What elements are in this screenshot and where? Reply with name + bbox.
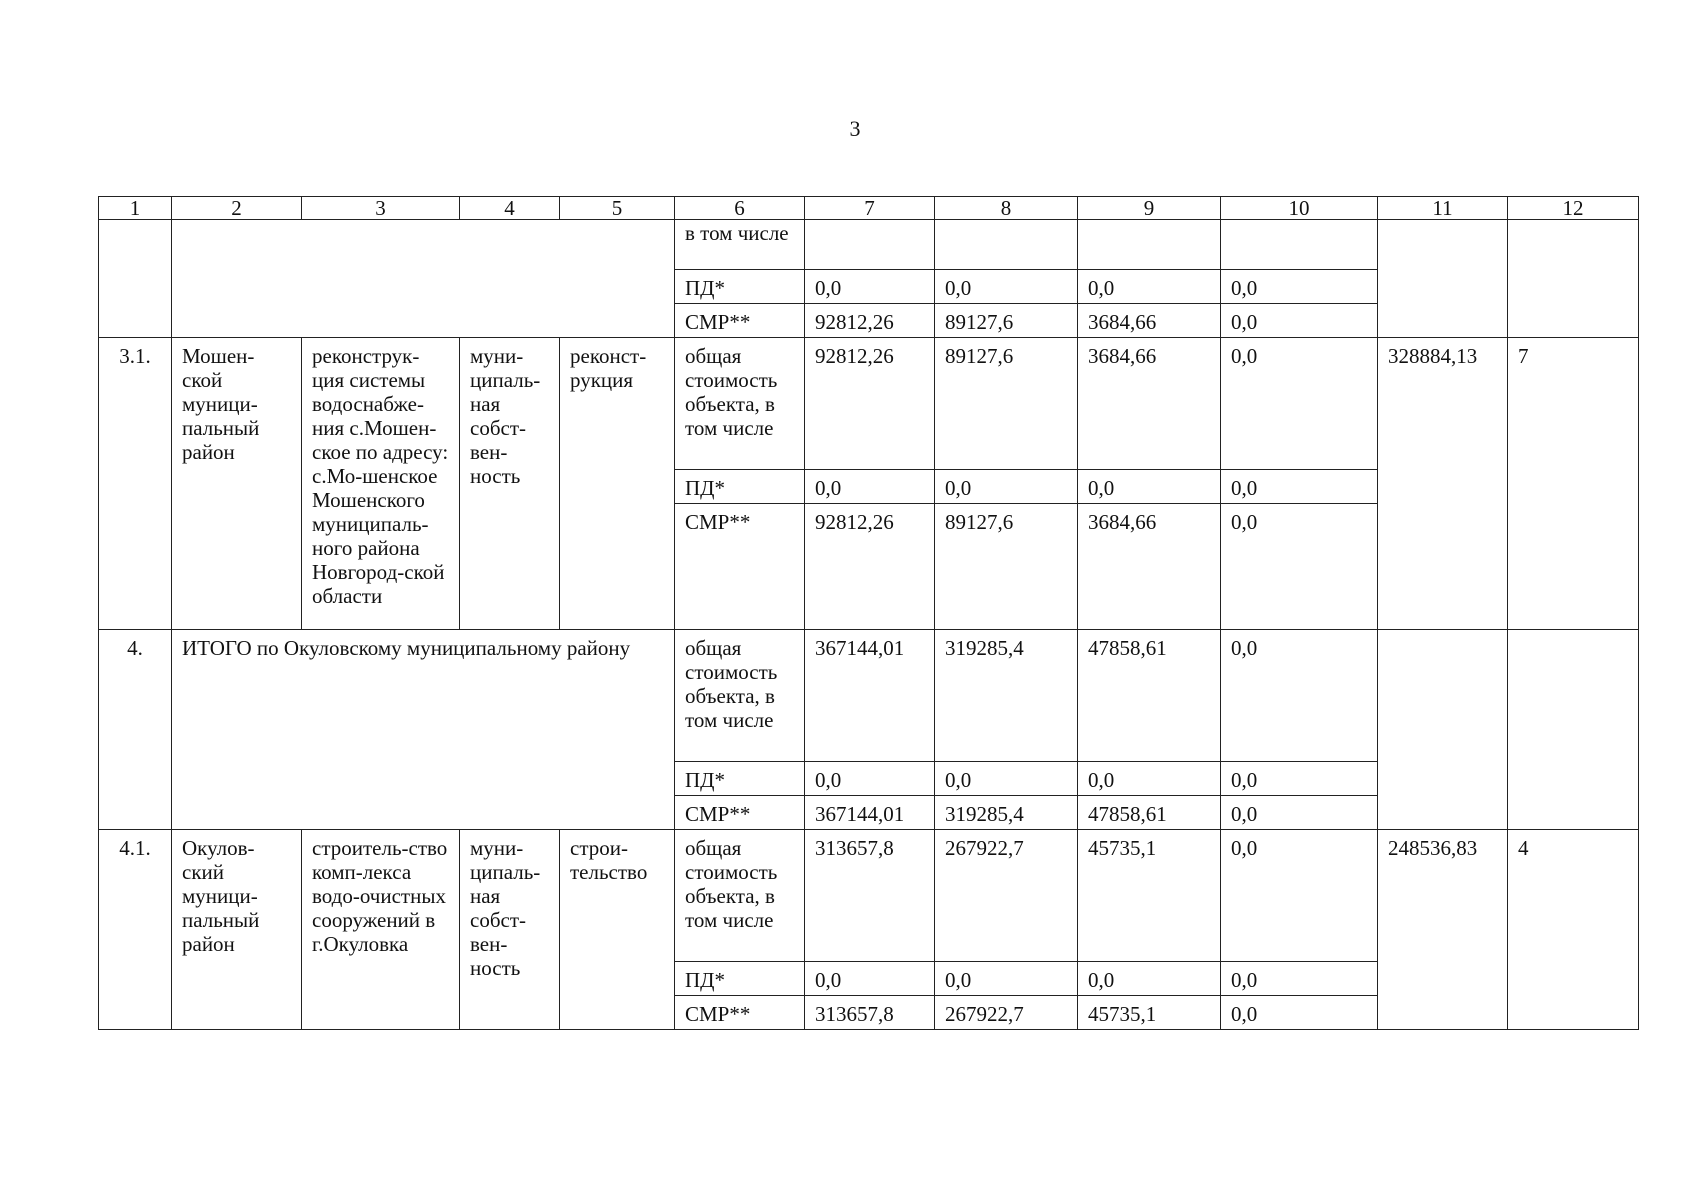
table-row xyxy=(99,630,1639,762)
value-cell: 92812,26 xyxy=(805,338,935,470)
table-row xyxy=(99,220,1639,270)
label-incl: в том числе xyxy=(675,220,805,270)
value-cell: 89127,6 xyxy=(935,338,1078,470)
value-cell: 267922,7 xyxy=(935,830,1078,962)
object-cell: реконструк-ция системы водоснабже-ния с.Мошен-ское по адресу: с.Мо-шенское Мошенского муниципаль-ного района Новгород-ской области xyxy=(302,338,460,630)
value-cell: 0,0 xyxy=(1221,338,1378,470)
value-cell: 267922,7 xyxy=(935,996,1078,1030)
value-cell: 367144,01 xyxy=(805,630,935,762)
header-cell: 2 xyxy=(172,197,302,220)
value-cell: 0,0 xyxy=(1078,270,1221,304)
label-smr: СМР** xyxy=(675,796,805,830)
value-cell: 313657,8 xyxy=(805,996,935,1030)
value-cell: 47858,61 xyxy=(1078,796,1221,830)
value-cell: 0,0 xyxy=(805,470,935,504)
header-cell: 1 xyxy=(99,197,172,220)
header-cell: 8 xyxy=(935,197,1078,220)
label-pd: ПД* xyxy=(675,470,805,504)
value-cell: 0,0 xyxy=(805,270,935,304)
value-cell: 45735,1 xyxy=(1078,996,1221,1030)
investment-table xyxy=(98,196,1639,1030)
value-cell: 0,0 xyxy=(805,762,935,796)
label-smr: СМР** xyxy=(675,504,805,630)
value-cell: 0,0 xyxy=(1221,470,1378,504)
district-cell: Окулов-ский муници-пальный район xyxy=(172,830,302,1030)
table-row xyxy=(99,338,1639,470)
value-cell: 0,0 xyxy=(1078,962,1221,996)
empty-cell xyxy=(935,220,1078,270)
header-cell: 12 xyxy=(1508,197,1639,220)
value-cell: 89127,6 xyxy=(935,504,1078,630)
value-cell: 45735,1 xyxy=(1078,830,1221,962)
ownership-cell: муни-ципаль-ная собст-вен-ность xyxy=(460,830,560,1030)
value-cell: 0,0 xyxy=(805,962,935,996)
header-cell: 10 xyxy=(1221,197,1378,220)
header-cell: 3 xyxy=(302,197,460,220)
row-number: 4.1. xyxy=(99,830,172,1030)
empty-cell xyxy=(1508,220,1639,338)
row-number: 4. xyxy=(99,630,172,830)
district-cell: Мошен-ской муници-пальный район xyxy=(172,338,302,630)
value-cell: 0,0 xyxy=(1221,796,1378,830)
label-total-cost: общая стоимость объекта, в том числе xyxy=(675,338,805,470)
value-cell: 0,0 xyxy=(1221,962,1378,996)
header-cell: 7 xyxy=(805,197,935,220)
page-number: 3 xyxy=(849,116,861,141)
empty-cell xyxy=(1378,630,1508,830)
empty-cell xyxy=(1508,630,1639,830)
value-cell: 0,0 xyxy=(935,470,1078,504)
value-cell: 3684,66 xyxy=(1078,304,1221,338)
empty-cell xyxy=(99,220,172,338)
work-type-cell: реконст-рукция xyxy=(560,338,675,630)
value-cell: 0,0 xyxy=(1078,470,1221,504)
label-smr: СМР** xyxy=(675,304,805,338)
value-cell: 3684,66 xyxy=(1078,338,1221,470)
empty-cell xyxy=(172,220,675,338)
value-cell: 0,0 xyxy=(935,762,1078,796)
value-cell: 0,0 xyxy=(935,962,1078,996)
col12-cell: 7 xyxy=(1508,338,1639,630)
value-cell: 0,0 xyxy=(1221,504,1378,630)
work-type-cell: строи-тельство xyxy=(560,830,675,1030)
col11-cell: 328884,13 xyxy=(1378,338,1508,630)
label-smr: СМР** xyxy=(675,996,805,1030)
value-cell: 47858,61 xyxy=(1078,630,1221,762)
header-row xyxy=(99,197,1639,220)
total-title-cell: ИТОГО по Окуловскому муниципальному району xyxy=(172,630,675,830)
value-cell: 3684,66 xyxy=(1078,504,1221,630)
empty-cell xyxy=(1078,220,1221,270)
value-cell: 313657,8 xyxy=(805,830,935,962)
empty-cell xyxy=(1378,220,1508,338)
empty-cell xyxy=(1221,220,1378,270)
col11-cell: 248536,83 xyxy=(1378,830,1508,1030)
value-cell: 0,0 xyxy=(1221,996,1378,1030)
row-number: 3.1. xyxy=(99,338,172,630)
ownership-cell: муни-ципаль-ная собст-вен-ность xyxy=(460,338,560,630)
value-cell: 92812,26 xyxy=(805,504,935,630)
value-cell: 319285,4 xyxy=(935,796,1078,830)
label-total-cost: общая стоимость объекта, в том числе xyxy=(675,830,805,962)
table-row xyxy=(99,830,1639,962)
label-pd: ПД* xyxy=(675,962,805,996)
value-cell: 0,0 xyxy=(1221,630,1378,762)
col12-cell: 4 xyxy=(1508,830,1639,1030)
value-cell: 0,0 xyxy=(1078,762,1221,796)
value-cell: 89127,6 xyxy=(935,304,1078,338)
header-cell: 6 xyxy=(675,197,805,220)
label-total-cost: общая стоимость объекта, в том числе xyxy=(675,630,805,762)
value-cell: 0,0 xyxy=(1221,270,1378,304)
value-cell: 319285,4 xyxy=(935,630,1078,762)
label-pd: ПД* xyxy=(675,270,805,304)
value-cell: 92812,26 xyxy=(805,304,935,338)
value-cell: 0,0 xyxy=(1221,762,1378,796)
empty-cell xyxy=(805,220,935,270)
value-cell: 0,0 xyxy=(935,270,1078,304)
header-cell: 9 xyxy=(1078,197,1221,220)
label-pd: ПД* xyxy=(675,762,805,796)
header-cell: 4 xyxy=(460,197,560,220)
value-cell: 0,0 xyxy=(1221,304,1378,338)
value-cell: 367144,01 xyxy=(805,796,935,830)
header-cell: 5 xyxy=(560,197,675,220)
object-cell: строитель-ство комп-лекса водо-очистных сооружений в г.Окуловка xyxy=(302,830,460,1030)
value-cell: 0,0 xyxy=(1221,830,1378,962)
header-cell: 11 xyxy=(1378,197,1508,220)
